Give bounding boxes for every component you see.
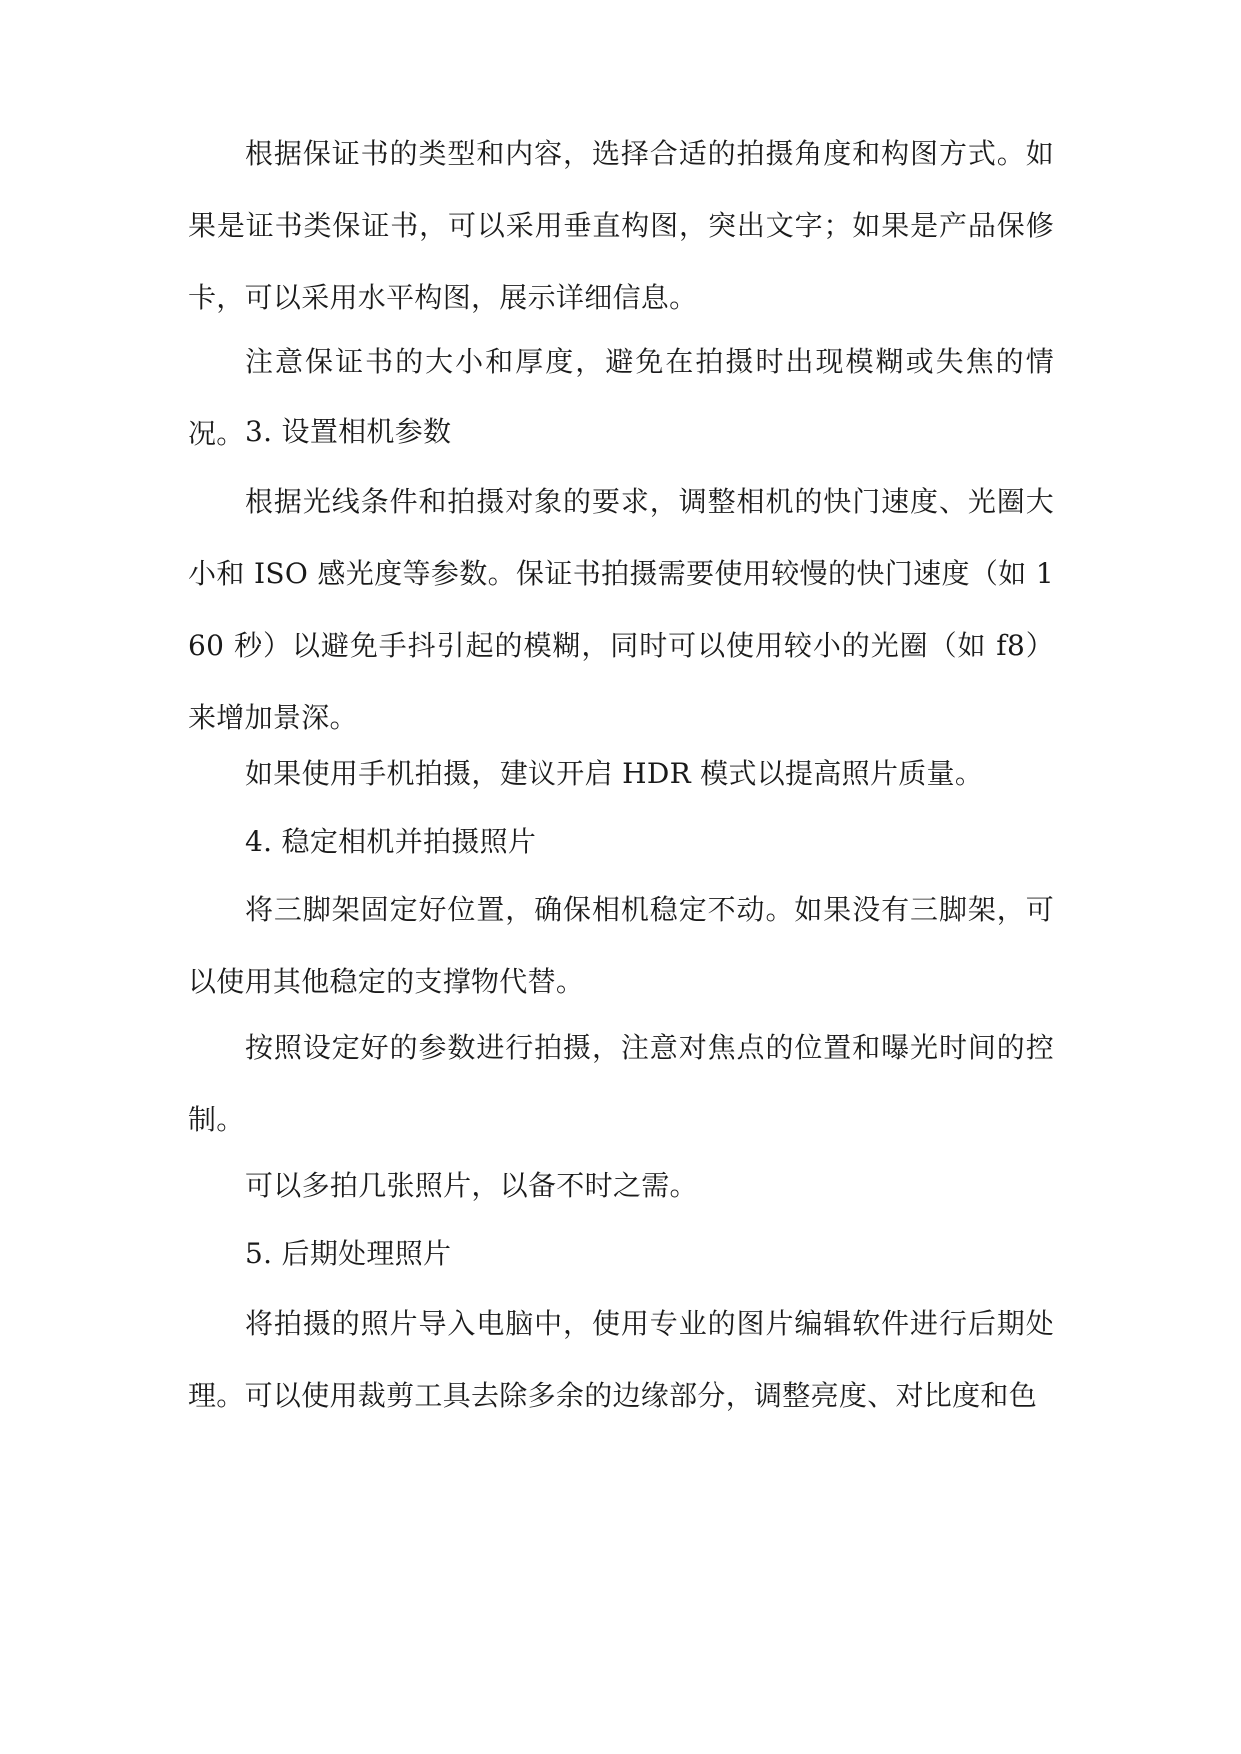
heading-camera-settings: 3. 设置相机参数 [245, 415, 452, 448]
paragraph-tripod: 将三脚架固定好位置，确保相机稳定不动。如果没有三脚架，可以使用其他稳定的支撑物代替。 [188, 893, 1054, 998]
paragraph-multiple-shots: 可以多拍几张照片，以备不时之需。 [245, 1169, 698, 1202]
paragraph-post-processing: 将拍摄的照片导入电脑中，使用专业的图片编辑软件进行后期处理。可以使用裁剪工具去除多余的边缘部分，调整亮度、对比度和色 [188, 1307, 1054, 1412]
paragraph-phone-hdr: 如果使用手机拍摄，建议开启 HDR 模式以提高照片质量。 [245, 757, 984, 790]
paragraph-shoot-settings: 按照设定好的参数进行拍摄，注意对焦点的位置和曝光时间的控制。 [188, 1031, 1054, 1136]
paragraph-composition: 根据保证书的类型和内容，选择合适的拍摄角度和构图方式。如果是证书类保证书，可以采用垂直构图，突出文字；如果是产品保修卡，可以采用水平构图，展示详细信息。 [188, 137, 1054, 314]
heading-stabilize-and-shoot: 4. 稳定相机并拍摄照片 [245, 825, 537, 858]
paragraph-size-note: 注意保证书的大小和厚度，避免在拍摄时出现模糊或失焦的情况。 [188, 345, 1054, 450]
paragraph-camera-parameters: 根据光线条件和拍摄对象的要求，调整相机的快门速度、光圈大小和 ISO 感光度等参数。保证书拍摄需要使用较慢的快门速度（如 160 秒）以避免手抖引起的模糊，同时可以使用较小的光圈（如 f8）来增加景深。 [188, 485, 1054, 734]
heading-post-processing: 5. 后期处理照片 [245, 1237, 452, 1270]
